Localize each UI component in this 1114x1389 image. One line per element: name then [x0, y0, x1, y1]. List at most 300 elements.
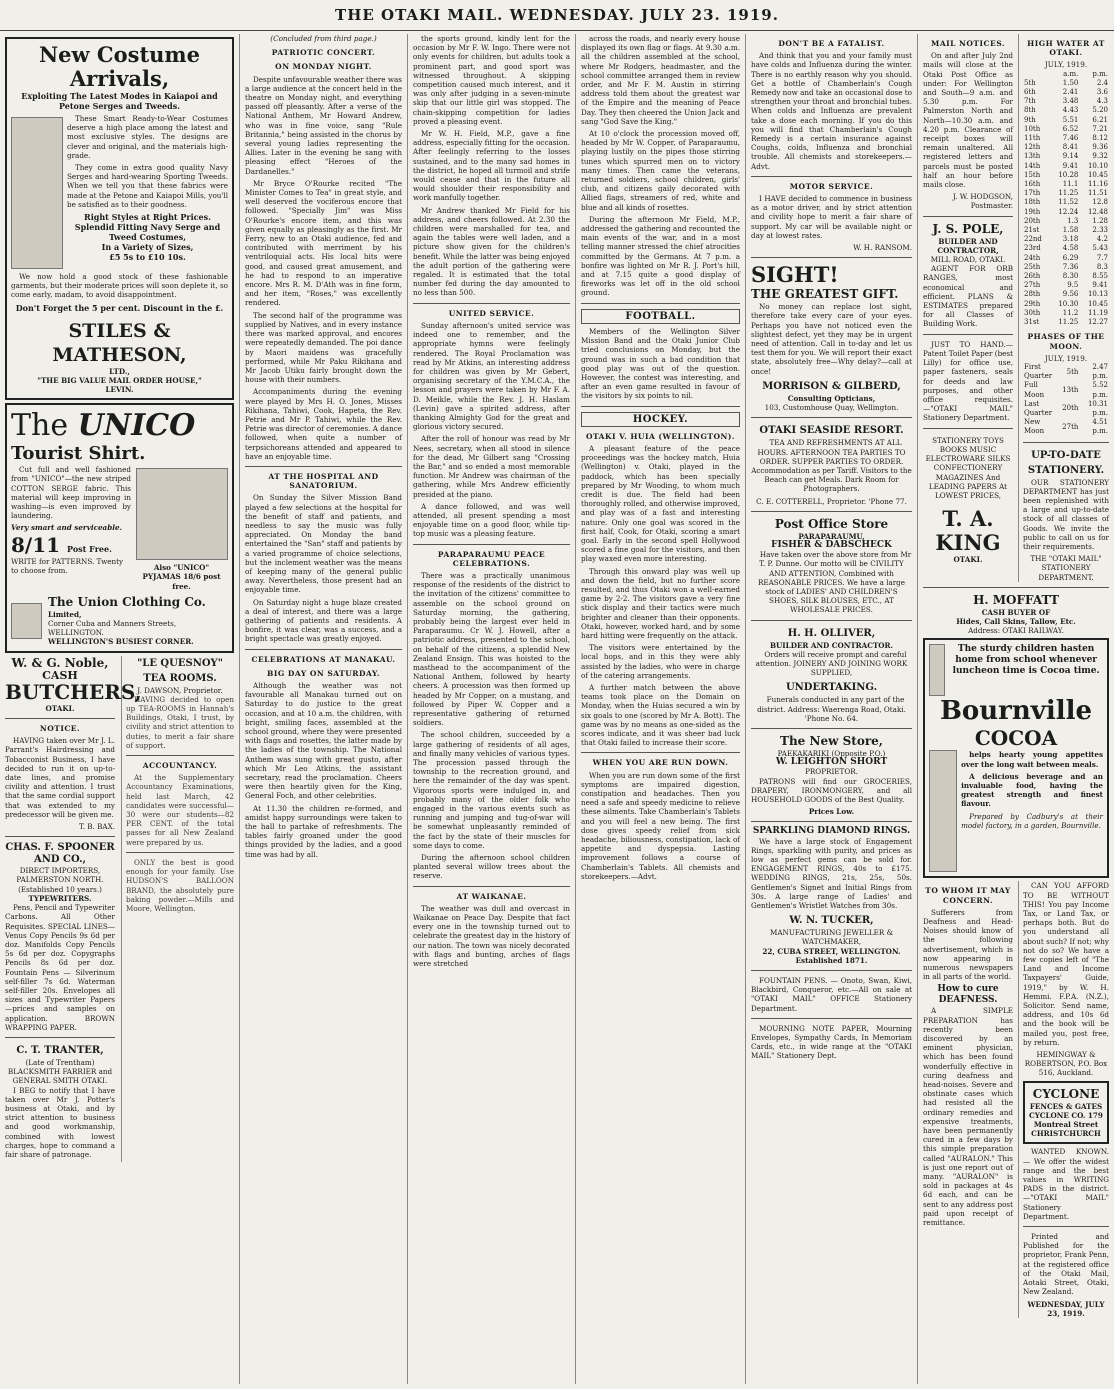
costume-para-3: We now hold a good stock of these fashionable garments, but their moderate prices will soon deplete it, so come early, madam, to avoid disappointment.	[11, 272, 228, 300]
monday-night-subheading: ON MONDAY NIGHT.	[275, 62, 372, 72]
tide-cell: 26th	[1024, 272, 1041, 281]
tide-cell: 4.43	[1062, 106, 1079, 115]
masthead: THE OTAKI MAIL. WEDNESDAY. JULY 23. 1919.	[0, 0, 1114, 31]
tide-cell: 4.58	[1062, 244, 1079, 253]
fisher-dabscheck: FISHER & DABSCHECK	[771, 539, 892, 550]
moon-row	[1023, 381, 1109, 399]
king-name: T. A. KING	[935, 506, 1001, 556]
tide-cell: 5.43	[1092, 244, 1108, 253]
cocoa-wordmark: COCOA	[974, 726, 1058, 751]
deafness-heading: TO WHOM IT MAY CONCERN.	[925, 886, 1011, 905]
tide-row	[1023, 217, 1109, 226]
tide-cell: 14th	[1024, 161, 1041, 170]
new-store-proprietor: PROPRIETOR.	[805, 767, 858, 777]
moon-row	[1023, 400, 1109, 418]
moon-cell: 20th	[1062, 404, 1079, 413]
tide-cell: 4.3	[1096, 97, 1108, 106]
hospital-heading: AT THE HOSPITAL AND SANATORIUM.	[268, 471, 379, 491]
moon-month: JULY, 1919.	[1044, 353, 1088, 363]
tide-cell: 8.30	[1062, 272, 1079, 281]
waikanae-para-4: During the afternoon Mr Field, M.P., addressed the gathering and recounted the main events of the war, and in a most telling manner stressed the chief atrocities committed by the Germans. At 7 p.m. a bonfire was lighted on Mr R. J. Port's hill, and at 7.15 quite a good display of fireworks was let off in the old school ground.	[581, 214, 740, 298]
tide-cell: 10.10	[1087, 161, 1108, 170]
hockey-heading: HOCKEY.	[581, 412, 740, 427]
waikanae-para-1: The weather was dull and overcast in Waikanae on Peace Day. Despite that fact every one in the township turned out to celebrate the greatest day in the history of our nation. The town was nicely decorated with flags and bunting, arches of flags were stretched	[413, 903, 570, 969]
tide-cell: 11.25	[1058, 318, 1079, 327]
tide-row	[1023, 198, 1109, 207]
unico-post-free: Post Free.	[67, 543, 112, 554]
waikanae-para-3: At 10 o'clock the procession moved off, headed by Mr W. Copper, of Paraparaumu, playing lustily on the pipes those stirring tunes which spurred men on to victory many times. Then came the veterans, returned soldiers, school children, girls' club, and citizens gaily decorated with Allied flags, streamers of red, white and blue and all kinds of rosettes.	[581, 129, 740, 212]
tide-cell: 2.33	[1092, 226, 1108, 235]
paraparaumu-heading: PARAPARAUMU PEACE CELEBRATIONS.	[437, 549, 546, 568]
tide-row	[1023, 171, 1109, 180]
paraparaumu-para-2: The school children, succeeded by a large gathering of residents of all ages, and finally many vehicles of various types. The procession passed through the township to the recreation ground, and here the remainder of the day was spent. Vigorous sports were indulged in, and probably many of the older folk who engaged in the various events such as running and jumping and tug-of-war will be somewhat unpleasantly reminded of the fact by the state of their muscles for some days to come.	[413, 730, 570, 850]
costume-title: New Costume Arrivals,	[38, 42, 201, 91]
stiles-ltd: LTD.,	[109, 366, 130, 376]
lady-with-cocoa-tin-illustration	[929, 750, 957, 872]
column-1	[0, 34, 240, 1384]
tide-row	[1023, 125, 1109, 134]
motor-signature: W. H. RANSOM.	[853, 243, 912, 253]
tide-cell: 22nd	[1024, 235, 1042, 244]
unico-price: 8/11	[11, 532, 61, 557]
tide-cell: 12.27	[1087, 318, 1108, 327]
tide-row	[1023, 290, 1109, 299]
tide-row	[1023, 226, 1109, 235]
deafness-para-2: A SIMPLE PREPARATION has recently been discovered by an eminent physician, which has been found wonderfully effective in curing deafness and head-noises. Severe and obstinate cases which had resisted all the ordinary remedies and expensive treatments, have been permanently cured in a few days by this simple preparation called "AURALON." This is just one report out of many. "AURALON" is sold in packages at 4s 6d each, and can be sent to any address post paid upon receipt of remittance.	[923, 1006, 1013, 1228]
lady-figure-illustration	[11, 117, 63, 269]
tide-row	[1023, 244, 1109, 253]
column-2	[240, 34, 408, 1384]
tide-cell: 1.50	[1062, 78, 1079, 87]
cyclone-subtitle: FENCES & GATES	[1029, 1101, 1103, 1111]
tides-am-header: a.m.	[1063, 69, 1079, 78]
tide-cell: 8th	[1024, 106, 1036, 115]
tide-cell: 20th	[1024, 216, 1041, 225]
lequesnoy-title: "LE QUESNOY" TEA ROOMS.	[137, 657, 223, 684]
tide-cell: 9.41	[1092, 281, 1108, 290]
unico-shirt: Tourist Shirt.	[11, 443, 146, 465]
service-para-1: Sunday afternoon's united service was indeed one to remember, and the appropriate hymns were feelingly rendered. The Royal Proclamation was read by Mr Atkins, an interesting address for children was given by Mr Gebert, organising secretary of the Y.M.C.A., the lesson and prayers were taken by Mr F. A. D. Meikle, while the Rev. J. H. Haslam (Levin) gave a spirited address, after thanking Almighty God for the great and glorious victory secured.	[413, 320, 570, 432]
fatalist-para: And think that you and your family must have colds and Influenza during the winter. There is no earthly reason why you should. Get a bottle of Chamberlain's Cough Remedy now and take an occasional dose to strengthen your throat and bronchial tubes. When colds and Influenza are prevalent take a dose each morning. If you do this you will find that Chamberlain's Cough Remedy is a certain insurance against Coughs, colds, Influenza and bronchial trouble. All chemists and storekeepers.—Advt.	[751, 51, 912, 171]
football-heading: FOOTBALL.	[581, 309, 740, 324]
tides-month: JULY, 1919.	[1044, 60, 1088, 70]
moffatt-name: H. MOFFATT	[973, 592, 1059, 607]
patriotic-concert-heading: PATRIOTIC CONCERT.	[271, 48, 376, 58]
service-para-2: After the roll of honour was read by Mr Nees, secretary, when all stood in silence for the dead, Mr Gilbert sang "Crossing the Bar," and so ended a most memorable function. Mr Andrew was chairman of the gathering, while Mrs Andrew efficiently presided at the piano.	[413, 434, 570, 499]
tide-row	[1023, 88, 1109, 97]
tide-cell: 30th	[1024, 308, 1041, 317]
spooner-text: Pens, Pencil and Typewriter Carbons. All Other Requisites. SPECIAL LINES— Venus Copy Pencils 9s 6d per doz. Manifolds Copy Pencils 5s 6d per doz. Copygraphs Pencils 8s 6d per doz. Fountain Pens — Silverinum self-filler 7s 6d. Waterman self-filler 20s. Envelopes all sizes and Typewriter Papers—prices and samples on application. BROWN WRAPPING PAPER.	[5, 903, 115, 1032]
tide-cell: 31st	[1024, 318, 1040, 327]
unico-tag: Very smart and serviceable.	[11, 523, 123, 533]
olliver-para: Orders will receive prompt and careful attention. JOINERY AND JOINING WORK SUPPLIED,	[755, 649, 908, 678]
noble-town: OTAKI.	[45, 703, 75, 713]
tides-heading: HIGH WATER AT OTAKI.	[1027, 39, 1105, 58]
sports-para-3: Mr Andrew thanked Mr Field for his address, and cheers followed. At 2.30 the children were marshalled for tea, and again the tables were well laden, and a picture show given for the children's benefit. While the latter was being enjoyed the adult portion of the gathering were regaled. It is estimated that the total number fed during the day amounted to no less than 500.	[413, 205, 570, 298]
tide-cell: 25th	[1024, 262, 1041, 271]
noble-name: W. & G. Noble,	[11, 655, 109, 670]
consulting-opticians: Consulting Opticians,	[787, 393, 876, 403]
tide-cell: 7th	[1024, 97, 1036, 106]
moffatt-goods: Hides, Call Skins, Tallow, Etc.	[956, 616, 1076, 626]
tide-cell: 18th	[1024, 198, 1041, 207]
moon-cell: New Moon	[1024, 418, 1045, 436]
tax-para: CAN YOU AFFORD TO BE WITHOUT THIS! You pay Income Tax, or Land Tax, or perhaps both. But do you understand all about such? If not; why not do so? We have a few copies left of "The Land and Income Taxpayers' Guide, 1919," by W. H. Hemmi. F.P.A. (N.Z.), Solicitor. Send name, address, and 10s 6d and the book will be mailed you, post free, by return.	[1023, 881, 1109, 1047]
football-para: Members of the Wellington Silver Mission Band and the Otaki Junior Club tried conclusions on Monday, but the ground was in such a bad condition that good play was out of the question. However, the contest was interesting, and after an even game resulted in favour of the visitors by six points to nil.	[581, 326, 740, 401]
tide-row	[1023, 189, 1109, 198]
tide-row	[1023, 318, 1109, 327]
sight-para: No money can replace lost sight, therefore take every care of your eyes. Perhaps you have not noticed even the slightest defect, yet they may be in urgent need of attention. Call in to-day and let us test them for you. We will report their exact state, absolutely free—Why delay?—call at once!	[751, 302, 912, 376]
tide-cell: 11.25	[1058, 189, 1079, 198]
fountain-pens-para: FOUNTAIN PENS. — Onoto, Swan, Kiwi, Blackbird, Conqueror, etc.—All on sale at "OTAKI MAIL" OFFICE Stationery Department.	[751, 976, 912, 1013]
costume-para-1: These Smart Ready-to-Wear Costumes deserve a high place among the latest and most exclusive styles. The designs are clever and original, and the materials high-grade.	[67, 114, 228, 160]
opticians-address: 103, Customhouse Quay, Wellington.	[764, 403, 899, 413]
sight-subtitle: THE GREATEST GIFT.	[751, 287, 899, 302]
moon-cell: First Quarter	[1024, 362, 1053, 381]
uptodate-para: OUR STATIONERY DEPARTMENT has just been replenished with a large and up-to-date stock of all classes of Goods. We invite the public to call on us for their requirements.	[1023, 477, 1109, 551]
uc-monogram-logo	[11, 603, 42, 639]
tide-cell: 3.18	[1062, 235, 1079, 244]
moon-cell: Full Moon	[1024, 381, 1045, 399]
unico-brand: UNICO	[77, 408, 196, 444]
manakau-heading: CELEBRATIONS AT MANAKAU.	[251, 654, 396, 664]
tide-cell: 27th	[1024, 281, 1041, 290]
tide-cell: 7.21	[1092, 124, 1108, 133]
tide-row	[1023, 281, 1109, 290]
tucker-address: 22, CUBA STREET, WELLINGTON. Established 1871.	[762, 946, 901, 965]
tide-row	[1023, 152, 1109, 161]
tide-cell: 7.46	[1062, 134, 1079, 143]
column-4	[576, 34, 746, 1384]
tide-cell: 6th	[1024, 88, 1036, 97]
hospital-para-1: On Sunday the Silver Mission Band played a few selections at the hospital for the benefit of staff and patients, and needless to say the music was fully appreciated. On Monday the band entertained the "San" staff and patients by a varied programme of choice selections, but the inclement weather was the means of keeping many of the general public away. Nevertheless, those present had an enjoyable time.	[245, 493, 402, 595]
costume-advert	[5, 37, 234, 400]
tide-cell: 21st	[1024, 226, 1040, 235]
tide-row	[1023, 143, 1109, 152]
resort-title: OTAKI SEASIDE RESORT.	[759, 425, 904, 437]
new-store-location: PAEKAKARIKI (Opposite P.O.)	[777, 748, 886, 758]
concert-para-3: The second half of the programme was supplied by Natives, and in every instance there was marked approval, and encores were repeatedly demanded. The poi dance by Maori maidens was gracefully performed, while Mr Paku Rikihana and Mr Jacob Utiku fairly brought down the house with their numbers.	[245, 310, 402, 385]
rings-para: We have a large stock of Engagement Rings, sparkling with purity, and prices as low as perfect gems can be sold for. ENGAGEMENT RINGS, 40s to £175. WEDDING RINGS, 21s, 25s, 50s. Gentlemen's Signet and Initial Rings from 30s. A large range of Ladies' and Gentlemen's Wristlet Watches from 30s.	[751, 836, 912, 911]
tide-cell: 9.14	[1062, 152, 1079, 161]
united-service-heading: UNITED SERVICE.	[448, 308, 535, 318]
bournville-cocoa-advert	[923, 638, 1109, 878]
moon-table	[1023, 363, 1109, 437]
fatalist-heading: DON'T BE A FATALIST.	[778, 39, 885, 48]
paraparaumu-label: PARAPARAUMU,	[798, 531, 865, 541]
cyclone-title: CYCLONE	[1032, 1086, 1100, 1101]
tide-cell: 12.48	[1087, 207, 1108, 216]
union-corner: WELLINGTON'S BUSIEST CORNER.	[47, 637, 194, 647]
tide-cell: 11.16	[1087, 180, 1108, 189]
tide-cell: 1.28	[1092, 216, 1108, 225]
tide-row	[1023, 254, 1109, 263]
spooner-importers: DIRECT IMPORTERS, PALMERSTON NORTH. (Established 10 years.)	[16, 866, 104, 894]
hockey-subheading: OTAKI V. HUIA (WELLINGTON).	[585, 431, 736, 441]
union-clothing-name: The Union Clothing Co.	[47, 594, 206, 609]
tide-cell: 9.41	[1062, 161, 1079, 170]
king-list: STATIONERY TOYS BOOKS MUSIC ELECTROWARE SILKS CONFECTIONERY MAGAZINES And LEADING PAPERS At LOWEST PRICES,	[925, 435, 1011, 500]
tide-cell: 10.13	[1087, 290, 1108, 299]
accountancy-text: At the Supplementary Accountancy Examinations, held last March, 42 candidates were successful—30 were our students—82 PER CENT. of the total passes for all New Zealand were prepared by us.	[126, 773, 234, 847]
pole-name: J. S. POLE,	[932, 221, 1004, 236]
tide-cell: 23rd	[1024, 244, 1041, 253]
column-3	[408, 34, 576, 1384]
tide-cell: 8.3	[1096, 262, 1108, 271]
hudson-text: ONLY the best is good enough for your family. Use HUDSON'S BALLOON BRAND, the absolutely pure baking powder.—Mills and Moore, Wellington.	[126, 857, 234, 913]
printed-date: WEDNESDAY, JULY 23, 1919.	[1027, 1299, 1105, 1318]
tide-cell: 10th	[1024, 124, 1041, 133]
tide-cell: 13th	[1024, 152, 1041, 161]
unico-advert	[5, 403, 234, 652]
paraparaumu-para-1: There was a practically unanimous response of the residents of the district to the invitation of the citizens' committee to assemble on the school ground on Saturday morning, the gathering, probably being the largest ever held in Paraparaumu. Cr W. J. Howell, after a patriotic address, presented to the school, on behalf of the citizens, a splendid New Zealand Ensign. This was hoisted to the masthead to the accompaniment of the National Anthem, followed by hearty cheers. A procession was then formed up headed by Mr Copper, on a mustang, and followed by Piper W. Copper and a representative gathering of returned soldiers.	[413, 570, 570, 728]
new-store-title: The New Store,	[780, 733, 883, 748]
tide-cell: 11.19	[1087, 308, 1108, 317]
union-address: Corner Cuba and Manners Streets, WELLINGTON.	[47, 619, 177, 638]
tide-cell: 17th	[1024, 189, 1041, 198]
motor-para: I HAVE decided to commence in business as a motor driver, and by strict attention and civility hope to merit a fair share of support. My car will be available night or day at lowest rates.	[751, 194, 912, 240]
pole-address: MILL ROAD, OTAKI.	[930, 255, 1006, 265]
tide-row	[1023, 97, 1109, 106]
sight-title: SIGHT!	[751, 262, 839, 288]
new-store-para: PATRONS will find our GROCERIES, DRAPERY, IRONMONGERY, and all HOUSEHOLD GOODS of the Best Quality.	[751, 776, 912, 804]
tides-pm-header: p.m.	[1092, 69, 1108, 78]
tide-cell: 5.20	[1092, 106, 1108, 115]
tide-cell: 12th	[1024, 143, 1041, 152]
hockey-para-4: A further match between the above teams took place on the Domain on Monday, when the Huias secured a win by six goals to one (scored by Mr A. Bott). The game was by no means as one-sided as the scores indicate, and it was sheer bad luck that Otaki failed to increase their score.	[581, 683, 740, 748]
moon-heading: PHASES OF THE MOON.	[1027, 332, 1105, 351]
morrison-gilberd: MORRISON & GILBERD,	[762, 380, 901, 392]
motor-heading: MOTOR SERVICE.	[789, 181, 874, 191]
tide-row	[1023, 79, 1109, 88]
uptodate-2: STATIONERY.	[1027, 464, 1105, 476]
paraparaumu-para-3: During the afternoon school children planted several willow trees about the reserve.	[413, 853, 570, 881]
manakau-subheading: BIG DAY ON SATURDAY.	[267, 668, 380, 678]
tide-row	[1023, 309, 1109, 318]
hospital-para-2: On Saturday night a huge blaze created a deal of interest, and there was a large gathering of patients and residents. A bonfire, it was clear, was a success, and a bright spectacle was greatly enjoyed.	[245, 597, 402, 644]
tide-cell: 10.28	[1058, 170, 1079, 179]
moon-cell: 27th	[1062, 422, 1079, 431]
tide-cell: 11.2	[1062, 308, 1079, 317]
concert-para-2: Mr Bryce O'Rourke recited "The Minister Comes to Tea" in great style, and well deserved the vociferous encore that followed. "Specially Jim" was Miss O'Rourke's encore item, and this was given equally as pleasingly as the first. Mr Ferry, new to an Otaki audience, fed and contributed with merriment by his ventriloquial acts. His local hits were good, and caused great amusement, and he had to respond to an imperative encore. Mrs R. M. D'Ath was in fine form, and her item, "Roses," was excellently rendered.	[245, 178, 402, 308]
tide-cell: 12.24	[1058, 207, 1079, 216]
unico-the: The	[11, 408, 69, 444]
accountancy-heading: ACCOUNTANCY.	[142, 761, 218, 771]
tide-row	[1023, 162, 1109, 171]
union-limited: Limited,	[47, 609, 82, 619]
tide-cell: 11th	[1024, 134, 1041, 143]
stiles-town: LEVIN.	[105, 385, 134, 395]
hockey-para-3: The visitors were entertained by the local hops, and in this they were ably assisted by the ladies, who were in charge of the catering arrangements.	[581, 643, 740, 680]
tide-cell: 28th	[1024, 290, 1041, 299]
tide-cell: 11.51	[1087, 189, 1108, 198]
wanted-para: WANTED KNOWN. — We offer the widest range and the best values in WRITING PADS in the district.—"OTAKI MAIL" Stationery Department.	[1023, 1147, 1109, 1221]
tide-row	[1023, 116, 1109, 125]
tide-cell: 9th	[1024, 115, 1036, 124]
olliver-name: H. H. OLLIVER,	[787, 627, 876, 639]
tide-cell: 24th	[1024, 253, 1041, 262]
tide-row	[1023, 300, 1109, 309]
costume-line-3: In a Variety of Sizes,	[101, 242, 194, 253]
tide-cell: 16th	[1024, 180, 1041, 189]
tucker-name: W. N. TUCKER,	[789, 915, 874, 927]
tide-cell: 5th	[1024, 78, 1036, 87]
sports-para-2: Mr W. H. Field, M.P., gave a fine address, especially fitting for the occasion. After feelingly referring to the losses sustained, and to the many sad homes in the district, he hoped all turmoil and strife would cease and that in the future all would shoulder their responsibility and work manfully together.	[413, 129, 570, 203]
shirt-bundle-illustration	[136, 468, 228, 560]
resort-signature: C. E. COTTERELL, Proprietor. 'Phone 77.	[756, 496, 907, 506]
tide-cell: 7.36	[1062, 262, 1079, 271]
tide-cell: 8.41	[1062, 143, 1079, 152]
pole-para: AGENT FOR ORB RANGES, most economical and efficient. PLANS & ESTIMATES prepared for all Classes of Building Work.	[923, 264, 1013, 329]
printed-para: Printed and Published for the proprietor, Frank Penn, at the registered office of the Otaki Mail, Aotaki Street, Otaki, New Zealand.	[1023, 1232, 1109, 1297]
tides-table	[1023, 70, 1109, 328]
noble-cash: CASH	[42, 668, 78, 682]
service-para-3: A dance followed, and was well attended, all present spending a most enjoyable time on a good floor, while tip-top music was a pleasing feature.	[413, 501, 570, 539]
tide-cell: 7.7	[1096, 253, 1108, 262]
post-office-para: Have taken over the above store from Mr T. P. Dunne. Our motto will be CIVILITY AND ATTENTION, Combined with REASONABLE PRICES. We have a large stock of LADIES' AND CHILDREN'S SHOES, SILK BLOUSES, ETC., AT WHOLESALE PRICES.	[757, 550, 912, 615]
tax-signature: HEMINGWAY & ROBERTSON, P.O. Box 516, Auckland.	[1024, 1050, 1108, 1078]
notice-signature: T. B. BAX.	[78, 822, 115, 832]
tide-cell: 3.6	[1096, 88, 1108, 97]
stiles-matheson-name: STILES & MATHESON,	[52, 319, 187, 366]
unico-text: Cut full and well fashioned from "UNICO"—the new striped COTTON SERGE fabric. This material will keep improving in washing—is even improved by laundering.	[11, 465, 131, 521]
costume-discount: Don't Forget the 5 per cent. Discount in the £.	[15, 302, 224, 313]
waikanae-heading: AT WAIKANAE.	[456, 891, 527, 901]
concluded-note: (Concluded from third page.)	[270, 34, 377, 43]
cyclone-address: CYCLONE CO. 179 Montreal Street CHRISTCHURCH	[1029, 1110, 1103, 1139]
cocoa-para-3: Prepared by Cadbury's at their model factory, in a garden, Bournville.	[961, 811, 1103, 830]
tide-cell: 19th	[1024, 207, 1041, 216]
cyclone-advert	[1023, 1081, 1109, 1145]
post-office-store: Post Office Store	[774, 516, 889, 531]
mail-notices-signature: J. W. HODGSON, Postmaster.	[952, 192, 1013, 211]
lequesnoy-text: HAVING decided to open up TEA-ROOMS in Hannah's Buildings, Otaki, I trust, by civility and strict attention to duties, to merit a fair share of support.	[126, 694, 234, 750]
tide-cell: 10.30	[1058, 299, 1079, 308]
costume-subtitle: Exploiting The Latest Modes in Kaiapoi and Petone Serges and Tweeds.	[21, 91, 218, 111]
spooner-typewriters: TYPEWRITERS.	[28, 893, 92, 903]
spooner-name: CHAS. F. SPOONER AND CO.,	[5, 842, 115, 866]
tide-row	[1023, 272, 1109, 281]
tide-row	[1023, 106, 1109, 115]
tide-cell: 11.52	[1058, 198, 1079, 207]
tide-row	[1023, 134, 1109, 143]
resort-para: TEA AND REFRESHMENTS AT ALL HOURS. AFTERNOON TEA PARTIES TO ORDER. SUPPER PARTIES TO ORDER. Accommodation as per Tariff. Visitors to the Beach can get Meals. Dark Room for Photographers.	[751, 438, 912, 494]
tucker-trade: MANUFACTURING JEWELLER & WATCHMAKER,	[769, 928, 893, 947]
tide-cell: 8.55	[1092, 272, 1108, 281]
new-store-prices: Prices Low.	[808, 807, 855, 817]
manakau-para-2: At 11.30 the children re-formed, and amidst happy surroundings were taken to the hall to partake of refreshments. The tables fairly groaned under the good things provided by the ladies, and a good time was had by all.	[245, 803, 402, 859]
notice-heading: NOTICE.	[39, 724, 81, 734]
costume-line-1: Right Styles at Right Prices.	[84, 212, 211, 223]
tide-cell: 1.58	[1062, 226, 1079, 235]
tide-cell: 9.5	[1067, 281, 1079, 290]
costume-para-2: They come in extra good quality Navy Serges and hard-wearing Sporting Tweeds. When we tell you that these fabrics were made at the Petone and Kaiapoi Mills, you'll be satisfied as to their goodness.	[67, 163, 228, 209]
notice-text: HAVING taken over Mr J. L. Parrant's Hairdressing and Tobacconist Business, I have decided to run it on up-to-date lines, and promise civility and attention. I trust that the same cordial support that was extended to my predecessor will be given me.	[5, 736, 115, 819]
moon-cell: 5th	[1066, 367, 1079, 376]
uptodate-signature: THE "OTAKI MAIL" STATIONERY DEPARTMENT.	[1030, 554, 1102, 582]
sports-para-1: the sports ground, kindly lent for the occasion by Mr F. W. Ingo. There were not only events for children, but adults took a prominent part, and good sport was witnessed throughout. A skipping competition caused much interest, and it was only after judging in a seven-minute skip that our little girl was stopped. The chain-skipping competition for ladies proved a pleasing event.	[413, 34, 570, 126]
king-town: OTAKI.	[953, 555, 983, 565]
tide-cell: 9.36	[1092, 143, 1108, 152]
tide-cell: 6.52	[1062, 124, 1079, 133]
undertaking-title: UNDERTAKING.	[785, 682, 878, 694]
tide-row	[1023, 263, 1109, 272]
tide-cell: 1.3	[1067, 216, 1079, 225]
moon-cell: 10.31 p.m.	[1087, 399, 1108, 417]
just-to-hand-para: JUST TO HAND.—Patent Toilet Paper (best Lilly) for office use, paper fasteners, seals for deeds and law purposes, and other office requisites.—"OTAKI MAIL" Stationery Department.	[923, 339, 1013, 423]
leighton-short: W. LEIGHTON SHORT	[775, 757, 888, 768]
tide-row	[1023, 235, 1109, 244]
moon-cell: 2.47 p.m.	[1092, 362, 1108, 381]
rings-title: SPARKLING DIAMOND RINGS.	[752, 826, 911, 837]
tide-row	[1023, 180, 1109, 189]
manakau-para-1: Although the weather was not favourable all Manakau turned out on Saturday to do justice to the great occasion, and at 10 a.m. the children, with bright, smiling faces, assembled at the school ground, where they were presented with flags and rosettes, the latter made by the ladies of the township. The National Anthem was sung with great gusto, after which Mr Leo Atkins, the assistant secretary, read the proclamation. Cheers were then heartily given for the King, General Foch, and other celebrities.	[245, 681, 402, 801]
unico-pyjamas: Also "UNICO" PYJAMAS 18/6 post free.	[142, 563, 221, 591]
costume-line-2: Splendid Fitting Navy Serge and Tweed Costumes,	[74, 222, 221, 243]
moon-cell: 5.52 p.m.	[1092, 381, 1108, 399]
mourning-para: MOURNING NOTE PAPER, Mourning Envelopes, Sympathy Cards, In Memoriam Cards, etc., in wide range at the "OTAKI MAIL" Stationery Dept.	[751, 1023, 912, 1061]
tide-cell: 15th	[1024, 170, 1041, 179]
children-illustration	[929, 644, 945, 696]
cocoa-para-2: A delicious beverage and an invaluable food, having the greatest strength and finest flavour.	[961, 771, 1103, 809]
tide-cell: 4.2	[1096, 235, 1108, 244]
column-5	[746, 34, 918, 1384]
tide-row	[1023, 208, 1109, 217]
concert-para-4: Accompaniments during the evening were played by Mrs H. O. Jones, Misses Rikihana, Tahiwi, Cook, Hapeta, the Rev. Petrie and Mr P. Tahiwi, while the Rev. Petrie was director of ceremonies. A dance followed, when quite a number of terpsichoreans attended and appeared to have an enjoyable time.	[245, 387, 402, 461]
tranter-text: I BEG to notify that I have taken over Mr J. Potter's business at Otaki, and by strict attention to business and good workmanship, combined with lowest charges, hope to command a fair share of patronage.	[5, 1085, 115, 1159]
cocoa-para-1: helps hearty young appetites over the long wait between meals.	[961, 750, 1103, 769]
concert-para-1: Despite unfavourable weather there was a large audience at the concert held in the theatre on Monday night, and everything passed off pleasantly. After a verse of the National Anthem, Mr Howard Andrew, who was in fine voice, sang "Rule Britannia," being assisted in the chorus by several young ladies representing the Allies. Later in the evening he sang with pleasing effect "Heroes of the Dardanelles."	[245, 74, 402, 176]
run-down-heading: WHEN YOU ARE RUN DOWN.	[592, 758, 729, 768]
moon-cell: 4.51 p.m.	[1092, 418, 1108, 436]
tide-cell: 12.8	[1092, 198, 1108, 207]
moon-cell: 13th	[1062, 385, 1079, 394]
bournville-wordmark: Bournville	[939, 696, 1093, 727]
mail-notices-para: On and after July 2nd mails will close at the Otaki Post Office as under: For Wellington and South—9 a.m. and 5.30 p.m. For Palmerston North and North—10.30 a.m. and 4.20 p.m. Clearance of receipt boxes will remain unaltered. All registered letters and parcels must be posted half an hour before mails close.	[923, 51, 1013, 190]
lequesnoy-proprietor: J. DAWSON, Proprietor.	[137, 685, 223, 695]
stiles-house: "THE BIG VALUE MAIL ORDER HOUSE,"	[37, 375, 202, 385]
uptodate-1: UP-TO-DATE	[1031, 449, 1101, 461]
tide-cell: 2.4	[1096, 78, 1108, 87]
tranter-details: (Late of Trentham) BLACKSMITH FARRIER and GENERAL SMITH OTAKI.	[7, 1057, 113, 1086]
hockey-para-1: A pleasant feature of the peace proceedings was the hockey match, Huia (Wellington) v. Otaki, played in the paddock, which has been specially prepared by Mr Wooding, to whom much credit is due. The field had been thoroughly rolled, and otherwise improved, and play was of a fast and interesting nature. Only one goal was scored in the first half, Cook, for Otaki, scoring a smart goal. Early in the second spell Hollywood scored a fine goal for the visitors, and then play waxed even more interesting.	[581, 443, 740, 564]
tide-cell: 5.51	[1062, 115, 1079, 124]
column-6	[918, 34, 1114, 1384]
cocoa-lead: The sturdy children hasten home from school whenever luncheon time is Cocoa time.	[952, 644, 1100, 677]
tide-cell: 9.56	[1062, 290, 1079, 299]
pole-trade: BUILDER AND CONTRACTOR,	[937, 236, 999, 255]
tide-cell: 3.48	[1062, 97, 1079, 106]
tide-cell: 9.32	[1092, 152, 1108, 161]
costume-line-4: £5 5s to £10 10s.	[109, 252, 186, 263]
moffatt-cash-buyer: CASH BUYER OF	[981, 607, 1051, 617]
olliver-trade: BUILDER AND CONTRACTOR.	[769, 640, 894, 650]
moon-row	[1023, 363, 1109, 381]
unico-patterns: WRITE for PATTERNS. Twenty to choose from.	[11, 556, 124, 575]
tide-cell: 6.29	[1062, 253, 1079, 262]
moon-row	[1023, 418, 1109, 436]
tranter-name: C. T. TRANTER,	[16, 1044, 104, 1056]
waikanae-para-2: across the roads, and nearly every house displayed its own flag or flags. At 9.30 a.m. all the children assembled at the school, where Mr Rodgers, headmaster, and the school committee arranged them in review order, and Mr F. M. Austin in stirring address told them about the greatest war of the Empire and the meaning of Peace Day. They then cheered the Union Jack and sang "God Save the King."	[581, 34, 740, 126]
tide-cell: 8.12	[1092, 134, 1108, 143]
tide-cell: 11.1	[1062, 180, 1079, 189]
deafness-title: How to cure DEAFNESS.	[937, 984, 999, 1006]
hockey-para-2: Through this onward play was well up and down the field, but no further score resulted, and thus Otaki won a well-earned game by 2-2. The visitors gave a very fine stick display and their tactics were much brighter and cleaner than their opponents. Otaki, however, worked hard, and by some hard hitting were frequently on the attack.	[581, 566, 740, 640]
tide-cell: 6.21	[1092, 115, 1108, 124]
mail-notices-heading: MAIL NOTICES.	[931, 39, 1005, 48]
moffatt-address: Address: OTAKI RAILWAY.	[968, 626, 1064, 636]
undertaking-para: Funerals conducted in any part of the district. Address: Waerenga Road, Otaki. 'Phone No. 64.	[757, 695, 906, 723]
